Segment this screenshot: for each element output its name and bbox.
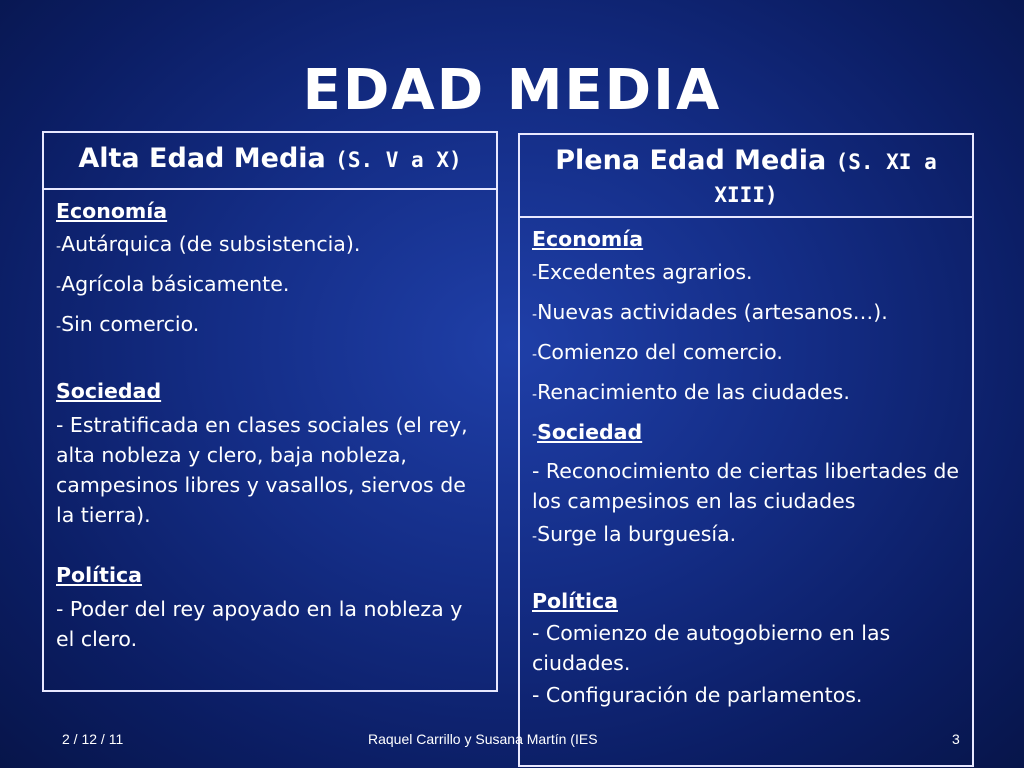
sociedad-heading: Sociedad (537, 420, 643, 444)
plena-edad-media-body (520, 218, 972, 710)
slide-title: EDAD MEDIA (302, 58, 722, 123)
alta-edad-media-body (44, 190, 496, 654)
footer-date: 2 / 12 / 11 (62, 731, 124, 747)
alta-edad-media-header (44, 133, 496, 190)
footer-page-number: 3 (952, 731, 960, 747)
sociedad-text: - Estratificada en clases sociales (el rey, alta nobleza y clero, baja nobleza, campesinos libres y vasallos, siervos de la tierra). (56, 413, 468, 527)
plena-edad-media-header (520, 135, 972, 218)
list-item: -Sin comercio. (56, 312, 200, 336)
list-item: -Surge la burguesía. (532, 522, 737, 546)
economia-heading: Economía (532, 227, 644, 251)
plena-edad-media-period: (S. XI a (835, 150, 937, 174)
plena-edad-media-title: Plena Edad Media (555, 145, 827, 176)
list-item: -Excedentes agrarios. (532, 260, 753, 284)
list-item: -Renacimiento de las ciudades. (532, 380, 850, 404)
politica-text: - Comienzo de autogobierno en las ciudades. (532, 621, 891, 675)
alta-edad-media-title: Alta Edad Media (78, 143, 326, 174)
sociedad-heading-item: -Sociedad (532, 420, 643, 444)
sociedad-text: - Reconocimiento de ciertas libertades de los campesinos en las ciudades (532, 459, 959, 513)
politica-text: - Poder del rey apoyado en la nobleza y el clero. (56, 597, 463, 651)
politica-heading: Política (56, 563, 142, 587)
plena-edad-media-panel (518, 133, 974, 767)
footer-author: Raquel Carrillo y Susana Martín (IES (368, 731, 598, 747)
list-item: -Nuevas actividades (artesanos…). (532, 300, 888, 324)
economia-heading: Economía (56, 199, 168, 223)
alta-edad-media-period: (S. V a X) (335, 148, 462, 172)
sociedad-heading: Sociedad (56, 379, 162, 403)
politica-heading: Política (532, 589, 618, 613)
list-item: -Comienzo del comercio. (532, 340, 783, 364)
politica-text-2: - Configuración de parlamentos. (532, 683, 863, 707)
list-item: -Agrícola básicamente. (56, 272, 290, 296)
plena-edad-media-period-cont: XIII) (714, 183, 778, 207)
list-item: -Autárquica (de subsistencia). (56, 232, 361, 256)
alta-edad-media-panel (42, 131, 498, 692)
